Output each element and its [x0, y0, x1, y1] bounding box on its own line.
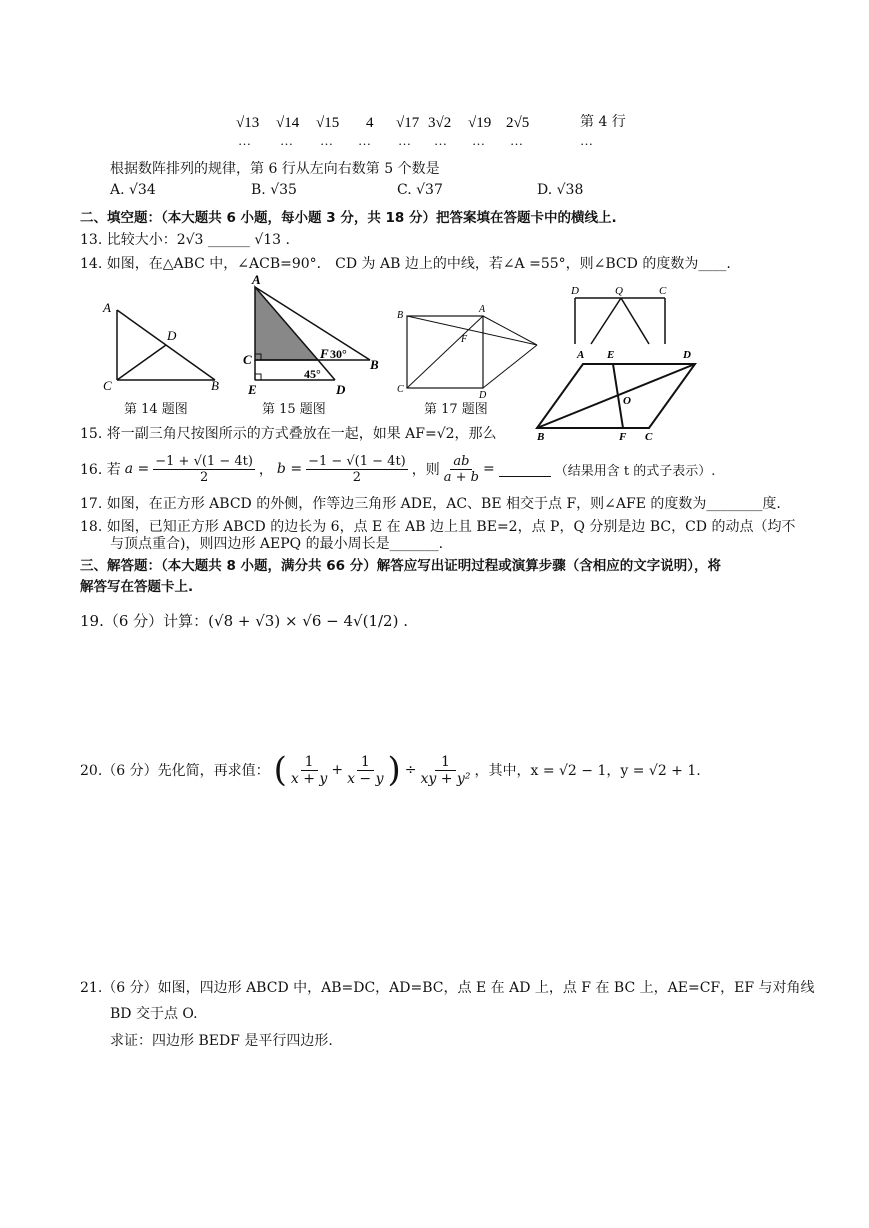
dot-6: … [472, 133, 485, 148]
q16-var-b: b = [276, 461, 303, 477]
q12-option-a: A. √34 [110, 182, 156, 198]
q12-option-d: D. √38 [537, 182, 584, 198]
dot-5: … [434, 133, 447, 148]
q16-equals: = [482, 461, 495, 477]
q16-suffix: （结果用含 t 的式子表示）. [554, 463, 716, 479]
q16-prefix: 16. 若 [80, 462, 121, 478]
q17-text: 17. 如图，在正方形 ABCD 的外侧，作等边三角形 ADE，AC、BE 相交于点 F，则∠AFE 的度数为________度. [80, 496, 781, 512]
q15-text: 15. 将一副三角尺按图所示的方式叠放在一起，如果 AF=√2，那么 [80, 426, 497, 442]
q16-line [80, 447, 715, 491]
q16-b-den: 2 [352, 469, 362, 485]
q16-answer-blank[interactable] [499, 462, 551, 477]
q12-text: 根据数阵排列的规律，第 6 行从左向右数第 5 个数是 [110, 161, 440, 177]
q20-plus: + [331, 762, 344, 778]
fig18 [565, 282, 675, 346]
fig15-label-c: C [243, 352, 252, 367]
q18-line1: 18. 如图，已知正方形 ABCD 的边长为 6，点 E 在 AB 边上且 BE=2，点 P，Q 分别是边 BC，CD 的动点（均不 [80, 519, 796, 535]
section3-line1: 三、解答题：（本大题共 8 小题，满分共 66 分）解答应写出证明过程或演算步骤（含相应的文字说明），将 [80, 558, 721, 574]
row4-val-0: √13 [236, 115, 260, 131]
q21-line1: 21.（6 分）如图，四边形 ABCD 中，AB=DC，AD=BC，点 E 在 AD 上，点 F 在 BC 上，AE=CF，EF 与对角线 [80, 980, 815, 996]
row4-val-2: √15 [316, 115, 340, 131]
fig21-label-b: B [537, 431, 545, 443]
q16-b-fraction [306, 454, 408, 485]
dot-3: … [358, 133, 371, 148]
q19-text: 19.（6 分）计算：(√8 + √3) × √6 − 4√(1/2) . [80, 612, 408, 630]
q16-then: ，则 [411, 462, 440, 478]
fig14-label-b: B [211, 378, 219, 393]
fig21-label-c: C [645, 431, 653, 443]
fig17-label-a: A [479, 304, 486, 315]
fig18-label-q: Q [615, 285, 623, 297]
dot-1: … [280, 133, 293, 148]
row4-val-3: 4 [366, 115, 374, 131]
fig21-label-e: E [607, 349, 615, 361]
q20-frac2-num: 1 [357, 754, 374, 771]
q20-frac3-den: xy + y² [420, 770, 471, 787]
dot-7: … [510, 133, 523, 148]
q21-line3: 求证：四边形 BEDF 是平行四边形. [110, 1033, 333, 1049]
q20-frac3-num: 1 [435, 754, 456, 771]
dot-0: … [238, 133, 251, 148]
dot-2: … [320, 133, 333, 148]
fig15-label-a: A [252, 272, 261, 287]
fig21-label-o: O [623, 395, 631, 407]
fig15-label-e: E [248, 382, 257, 397]
fig17 [395, 300, 545, 400]
q20-prefix: 20.（6 分）先化简，再求值： [80, 763, 270, 779]
q20-frac1 [291, 754, 327, 787]
fig14-caption: 第 14 题图 [124, 402, 188, 417]
dot-label: … [580, 133, 593, 148]
fig15-label-b: B [370, 357, 379, 372]
q20-frac1-den: x + y [290, 770, 328, 787]
fig17-caption: 第 17 题图 [424, 402, 488, 417]
q12-option-c: C. √37 [397, 182, 443, 198]
q20-frac3 [421, 754, 471, 787]
fig21-label-d: D [683, 349, 691, 361]
dot-4: … [398, 133, 411, 148]
fig15 [240, 272, 390, 402]
fig15-label-d: D [336, 382, 346, 397]
q16-comma1: ， [258, 462, 273, 478]
q20-frac1-num: 1 [301, 754, 318, 771]
q20-paren-close: ) [387, 750, 401, 790]
row4-label: 第 4 行 [580, 114, 626, 130]
section3-line2: 解答写在答题卡上. [80, 579, 194, 595]
row4-val-6: √19 [468, 115, 492, 131]
q20-frac2-den: x − y [347, 770, 384, 787]
fig15-label-f: F [320, 346, 329, 361]
q20-divide: ÷ [404, 762, 417, 778]
row4-values [236, 110, 576, 134]
fig14 [95, 290, 235, 400]
q20-suffix: ，其中，x = √2 − 1，y = √2 + 1. [474, 763, 701, 779]
fig21-label-a: A [577, 349, 585, 361]
fig17-label-f: F [461, 334, 468, 345]
fig15-caption: 第 15 题图 [262, 402, 326, 417]
row4-val-1: √14 [276, 115, 300, 131]
q13-text: 13. 比较大小：2√3 ______ √13 . [80, 232, 290, 248]
fig17-label-b: B [397, 310, 404, 321]
q20-line [80, 746, 701, 794]
fig15-label-45: 45° [304, 367, 321, 381]
fig18-label-c: C [659, 285, 667, 297]
row4-val-7: 2√5 [506, 115, 530, 131]
q20-frac2 [347, 754, 383, 787]
fig17-label-c: C [397, 384, 404, 395]
dots-row [238, 133, 618, 155]
q16-expr-fraction [444, 454, 479, 485]
q16-b-num: −1 − √(1 − 4t) [308, 453, 406, 469]
fig17-label-d: D [479, 390, 487, 400]
fig18-label-d: D [571, 285, 579, 297]
fig14-label-a: A [103, 300, 111, 315]
row4-val-5: 3√2 [428, 115, 452, 131]
q18-line2: 与顶点重合)，则四边形 AEPQ 的最小周长是_______. [110, 536, 444, 552]
q14-text: 14. 如图，在△ABC 中，∠ACB=90°． CD 为 AB 边上的中线，若∠A =55°，则∠BCD 的度数为____. [80, 256, 731, 272]
q16-expr-den: a + b [443, 469, 479, 485]
q16-a-num: −1 + √(1 − 4t) [155, 453, 253, 469]
q21-line2: BD 交于点 O. [110, 1006, 198, 1022]
q20-paren-open: ( [273, 750, 287, 790]
q16-a-den: 2 [199, 469, 209, 485]
q16-var-a: a = [124, 461, 150, 477]
fig21-label-f: F [619, 431, 627, 443]
row4-val-4: √17 [396, 115, 420, 131]
fig14-label-c: C [103, 378, 112, 393]
q16-a-fraction [153, 454, 255, 485]
fig14-label-d: D [167, 328, 177, 343]
section2-heading: 二、填空题：（本大题共 6 小题，每小题 3 分，共 18 分）把答案填在答题卡中的横线上. [80, 210, 617, 226]
fig15-label-30: 30° [330, 347, 347, 361]
fig21 [535, 344, 710, 444]
q16-expr-num: ab [450, 454, 472, 470]
q12-option-b: B. √35 [251, 182, 297, 198]
